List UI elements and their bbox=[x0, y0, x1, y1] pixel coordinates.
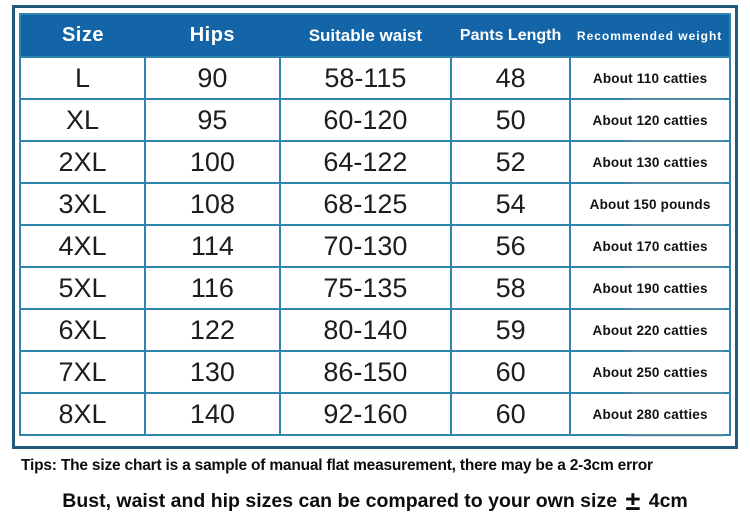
cell-size: 2XL bbox=[20, 141, 145, 183]
cell-hips: 140 bbox=[145, 393, 280, 435]
cell-size: L bbox=[20, 57, 145, 99]
cell-size: 3XL bbox=[20, 183, 145, 225]
table-header-row bbox=[20, 14, 730, 57]
cell-suitable-waist: 68-125 bbox=[280, 183, 451, 225]
plus-minus-symbol: ± bbox=[625, 486, 641, 516]
cell-suitable-waist: 75-135 bbox=[280, 267, 451, 309]
cell-weight: About 220 catties bbox=[570, 309, 730, 351]
cell-suitable-waist: 70-130 bbox=[280, 225, 451, 267]
cell-suitable-waist: 64-122 bbox=[280, 141, 451, 183]
size-table-frame bbox=[12, 5, 738, 449]
cell-size: 5XL bbox=[20, 267, 145, 309]
cell-size: 7XL bbox=[20, 351, 145, 393]
table-row bbox=[20, 267, 730, 309]
cell-hips: 100 bbox=[145, 141, 280, 183]
cell-pants-length: 52 bbox=[451, 141, 570, 183]
cell-weight: About 280 catties bbox=[570, 393, 730, 435]
col-header-size: Size bbox=[20, 14, 145, 57]
table-row bbox=[20, 225, 730, 267]
cell-pants-length: 54 bbox=[451, 183, 570, 225]
compare-note-value: 4cm bbox=[648, 490, 688, 512]
col-header-hips: Hips bbox=[145, 14, 280, 57]
cell-weight: About 250 catties bbox=[570, 351, 730, 393]
cell-pants-length: 50 bbox=[451, 99, 570, 141]
table-row bbox=[20, 141, 730, 183]
cell-pants-length: 56 bbox=[451, 225, 570, 267]
col-header-recommended-weight: Recommended weight bbox=[570, 14, 730, 57]
cell-pants-length: 58 bbox=[451, 267, 570, 309]
compare-note bbox=[0, 486, 750, 517]
table-row bbox=[20, 393, 730, 435]
compare-note-text: Bust, waist and hip sizes can be compared to your own size bbox=[62, 490, 618, 512]
cell-weight: About 170 catties bbox=[570, 225, 730, 267]
table-row bbox=[20, 183, 730, 225]
table-row bbox=[20, 351, 730, 393]
table-row bbox=[20, 57, 730, 99]
cell-pants-length: 60 bbox=[451, 351, 570, 393]
col-header-pants-length: Pants Length bbox=[451, 14, 570, 57]
cell-hips: 122 bbox=[145, 309, 280, 351]
cell-weight: About 110 catties bbox=[570, 57, 730, 99]
size-table-body bbox=[20, 57, 730, 435]
cell-suitable-waist: 80-140 bbox=[280, 309, 451, 351]
cell-suitable-waist: 86-150 bbox=[280, 351, 451, 393]
cell-pants-length: 48 bbox=[451, 57, 570, 99]
col-header-suitable-waist: Suitable waist bbox=[280, 14, 451, 57]
cell-weight: About 150 pounds bbox=[570, 183, 730, 225]
cell-pants-length: 59 bbox=[451, 309, 570, 351]
cell-weight: About 130 catties bbox=[570, 141, 730, 183]
cell-suitable-waist: 60-120 bbox=[280, 99, 451, 141]
cell-weight: About 120 catties bbox=[570, 99, 730, 141]
cell-hips: 108 bbox=[145, 183, 280, 225]
cell-suitable-waist: 92-160 bbox=[280, 393, 451, 435]
cell-size: 8XL bbox=[20, 393, 145, 435]
cell-hips: 130 bbox=[145, 351, 280, 393]
tips-note: Tips: The size chart is a sample of manual flat measurement, there may be a 2-3cm error bbox=[21, 457, 653, 474]
cell-pants-length: 60 bbox=[451, 393, 570, 435]
cell-hips: 95 bbox=[145, 99, 280, 141]
cell-weight: About 190 catties bbox=[570, 267, 730, 309]
cell-size: XL bbox=[20, 99, 145, 141]
cell-suitable-waist: 58-115 bbox=[280, 57, 451, 99]
cell-hips: 116 bbox=[145, 267, 280, 309]
table-row bbox=[20, 99, 730, 141]
size-chart-table bbox=[19, 13, 731, 436]
cell-size: 6XL bbox=[20, 309, 145, 351]
cell-hips: 90 bbox=[145, 57, 280, 99]
table-row bbox=[20, 309, 730, 351]
cell-hips: 114 bbox=[145, 225, 280, 267]
cell-size: 4XL bbox=[20, 225, 145, 267]
